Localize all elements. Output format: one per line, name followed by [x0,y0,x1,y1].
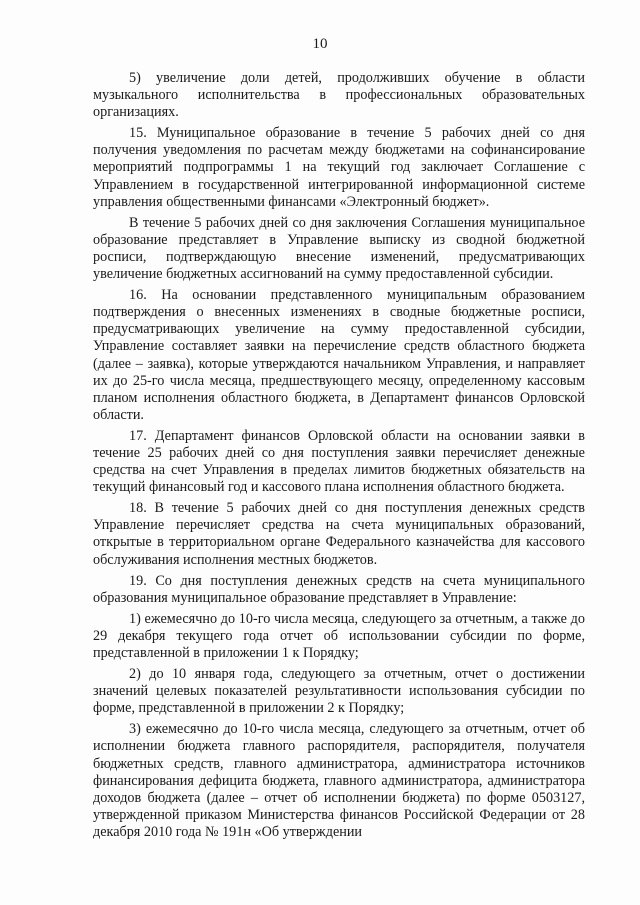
paragraph-clause-19-item-2: 2) до 10 января года, следующего за отчетным, отчет о достижении значений целевых показателей результативности использования субсидии по форме, представленной в приложении 2 к Порядку; [93,666,585,717]
paragraph-clause-19: 19. Со дня поступления денежных средств на счета муниципального образования муниципальное образование представляет в Управление: [93,572,585,606]
paragraph-item-5: 5) увеличение доли детей, продолживших обучение в области музыкального исполнительства в профессиональных образовательных организациях. [93,70,585,121]
page-number: 10 [312,36,328,52]
paragraph-clause-17: 17. Департамент финансов Орловской области на основании заявки в течение 25 рабочих дней со дня поступления заявки перечисляет денежные средства на счет Управления в пределах лимитов бюджетных обязательств на текущий финансовый год и кассового плана исполнения областного бюджета. [93,427,585,496]
paragraph-clause-15: 15. Муниципальное образование в течение 5 рабочих дней со дня получения уведомления по расчетам между бюджетами на софинансирование мероприятий подпрограммы 1 на текущий год заключает Соглашение с Управлением в государственной интегрированной информационной системе управления общественными финансами «Электронный бюджет». [93,125,585,210]
paragraph-clause-18: 18. В течение 5 рабочих дней со дня поступления денежных средств Управление перечисляет средства на счета муниципальных образований, открытые в территориальном органе Федерального казначейства для кассового обслуживания исполнения местных бюджетов. [93,500,585,568]
paragraph-clause-16: 16. На основании представленного муниципальным образованием подтверждения о внесенных изменениях в сводные бюджетные росписи, предусматривающих увеличение на сумму предоставленной субсидии, Управление составляет заявки на перечисление средств областного бюджета (далее – заявка), которые утверждаются начальником Управления, и направляет их до 25-го числа месяца, предшествующего месяцу, определенному кассовым планом исполнения областного бюджета, в Департамент финансов Орловской области. [93,287,585,423]
paragraph-clause-19-item-1: 1) ежемесячно до 10-го числа месяца, следующего за отчетным, а также до 29 декабря текущего года отчет об использовании субсидии по форме, представленной в приложении 1 к Порядку; [93,610,585,661]
paragraph-clause-19-item-3: 3) ежемесячно до 10-го числа месяца, следующего за отчетным, отчет об исполнении бюджета главного распорядителя, распорядителя, получателя бюджетных средств, главного администратора, администратора источников финансирования дефицита бюджета, главного администратора, администратора доходов бюджета (далее – отчет об исполнении бюджета) по форме 0503127, утвержденной приказом Министерства финансов Российской Федерации от 28 декабря 2010 года № 191н «Об утверждении [93,721,585,840]
document-body [93,70,585,845]
paragraph-clause-15-continued: В течение 5 рабочих дней со дня заключения Соглашения муниципальное образование представляет в Управление выписку из сводной бюджетной росписи, подтверждающую внесение изменений, предусматривающих увеличение бюджетных ассигнований на сумму предоставленной субсидии. [93,214,585,283]
